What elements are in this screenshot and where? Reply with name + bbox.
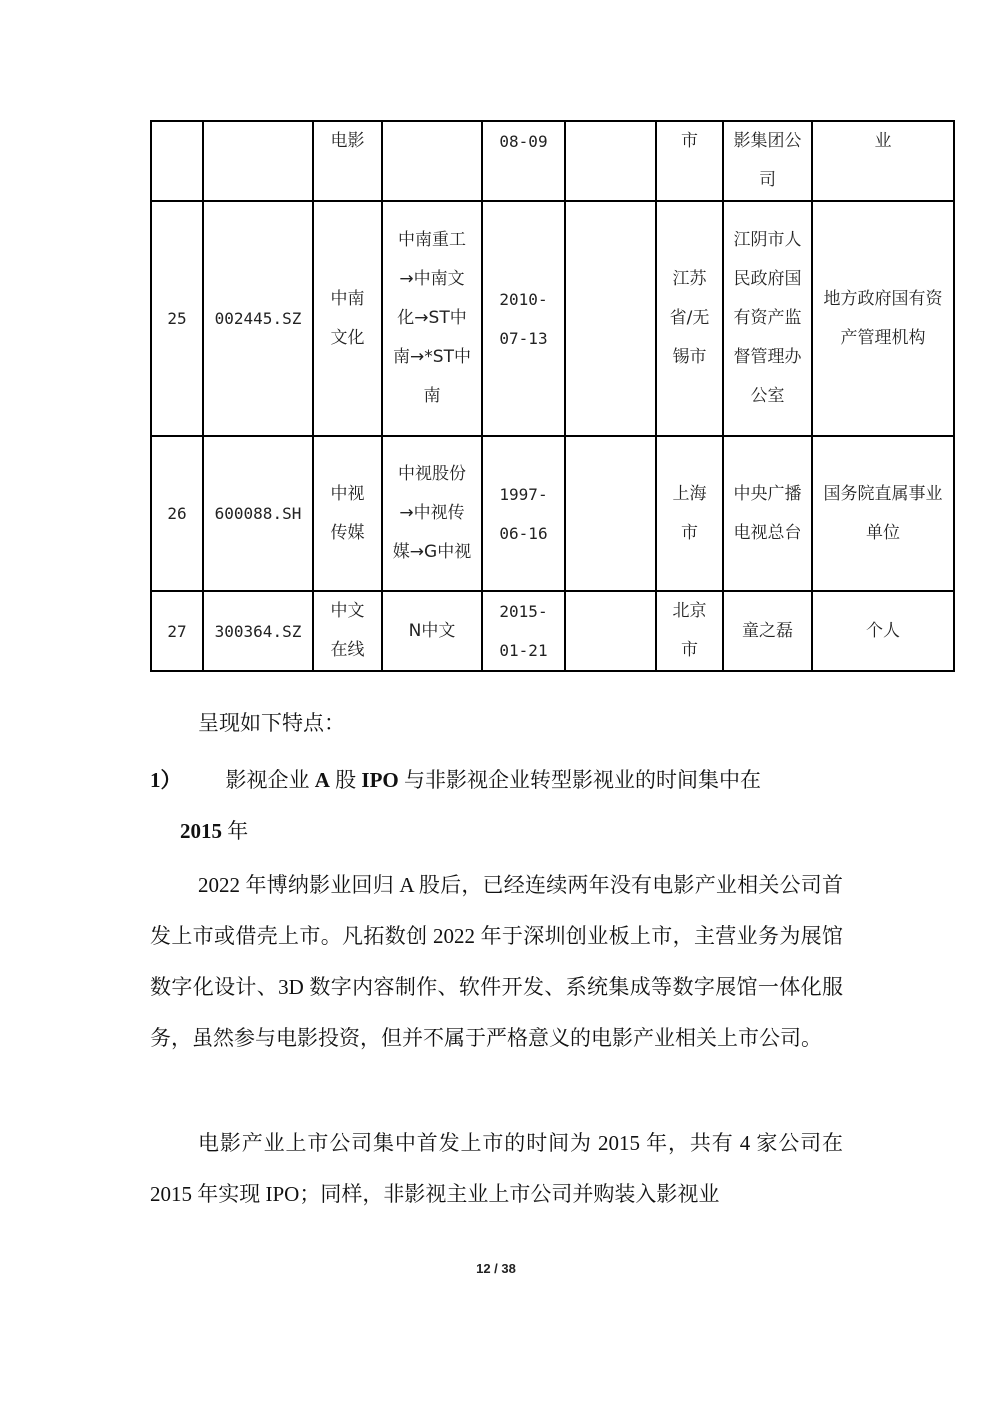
cell-controller: 童之磊: [723, 591, 812, 671]
heading-text: 影视企业: [225, 768, 315, 792]
heading-text: 与非影视企业转型影视业的时间集中在: [398, 768, 762, 792]
cell-former-names: 中南重工→中南文化→ST中南→*ST中南: [382, 201, 482, 436]
cell-index: 27: [151, 591, 203, 671]
table-row: [151, 436, 954, 591]
intro-text: 呈现如下特点：: [198, 711, 345, 735]
cell-former-names: [382, 121, 482, 201]
heading-year: 2015: [180, 819, 222, 843]
cell-region: 市: [656, 121, 723, 201]
heading-number: 1）: [150, 768, 182, 792]
section-heading: [150, 755, 850, 806]
cell-controller: 江阴市人民政府国有资产监督管理办公室: [723, 201, 812, 436]
cell-name: 中视传媒: [313, 436, 382, 591]
heading-bold-a: A: [314, 768, 330, 792]
cell-code: 300364.SZ: [203, 591, 313, 671]
heading-text: 股: [329, 768, 362, 792]
cell-nature: 国务院直属事业单位: [812, 436, 954, 591]
cell-name: 中南文化: [313, 201, 382, 436]
cell-date: 2015-01-21: [482, 591, 565, 671]
cell-blank: [565, 591, 656, 671]
cell-index: 25: [151, 201, 203, 436]
cell-former-names: N中文: [382, 591, 482, 671]
heading-bold-ipo: IPO: [361, 768, 399, 792]
cell-region: 江苏省/无锡市: [656, 201, 723, 436]
cell-index: [151, 121, 203, 201]
cell-controller: 中央广播电视总台: [723, 436, 812, 591]
cell-date: 2010-07-13: [482, 201, 565, 436]
cell-blank: [565, 201, 656, 436]
table-row: [151, 121, 954, 201]
cell-blank: [565, 121, 656, 201]
cell-former-names: 中视股份→中视传媒→G中视: [382, 436, 482, 591]
cell-code: [203, 121, 313, 201]
cell-date: 08-09: [482, 121, 565, 201]
cell-name: 中文在线: [313, 591, 382, 671]
cell-blank: [565, 436, 656, 591]
cell-controller: 影集团公司: [723, 121, 812, 201]
cell-nature: 个人: [812, 591, 954, 671]
cell-code: 002445.SZ: [203, 201, 313, 436]
cell-index: 26: [151, 436, 203, 591]
page-number: 12 / 38: [476, 1261, 516, 1276]
heading-text: 年: [222, 819, 249, 843]
body-paragraph: 电影产业上市公司集中首发上市的时间为 2015 年，共有 4 家公司在 2015 年实现 IPO；同样，非影视主业上市公司并购装入影视业: [150, 1131, 843, 1206]
table-row: [151, 591, 954, 671]
body-paragraph: 2022 年博纳影业回归 A 股后，已经连续两年没有电影产业相关公司首发上市或借壳上市。凡拓数创 2022 年于深圳创业板上市，主营业务为展馆数字化设计、3D 数字内容制作、软件开发、系统集成等数字展馆一体化服务，虽然参与电影投资，但并不属于严格意义的电影产业相关上市公司。: [150, 873, 843, 1050]
cell-name: 电影: [313, 121, 382, 201]
cell-date: 1997-06-16: [482, 436, 565, 591]
cell-nature: 业: [812, 121, 954, 201]
cell-nature: 地方政府国有资产管理机构: [812, 201, 954, 436]
cell-code: 600088.SH: [203, 436, 313, 591]
section-heading-cont: [180, 806, 880, 857]
listed-companies-table: [150, 120, 955, 672]
cell-region: 上海市: [656, 436, 723, 591]
cell-region: 北京市: [656, 591, 723, 671]
table-row: [151, 201, 954, 436]
